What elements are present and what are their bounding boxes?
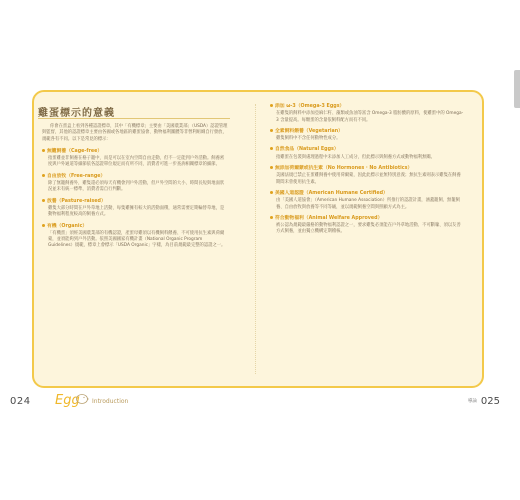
list-item bbox=[270, 191, 464, 211]
bullet-icon bbox=[270, 147, 273, 150]
chick-icon bbox=[75, 392, 89, 404]
entry-body: 雞隻大部分時間在戶外草地上活動，每隻雞擁有較大的活動面積，通常需要定期輪替草地，是動物福利程度較高的飼養方式。 bbox=[48, 205, 225, 218]
list-item bbox=[42, 174, 228, 194]
list-item bbox=[42, 149, 228, 169]
bullet-icon bbox=[42, 224, 45, 227]
entry-heading: 自然食品（Natural Eggs） bbox=[275, 147, 339, 153]
bullet-icon bbox=[270, 104, 273, 107]
page-number-right: 025 bbox=[480, 396, 500, 407]
page-number-right-wrap bbox=[468, 396, 500, 407]
list-item bbox=[270, 216, 464, 236]
entry-heading: 自由放牧（Free-range） bbox=[47, 173, 106, 179]
bullet-icon bbox=[270, 191, 273, 194]
entry-body: 除了無籠飼養外，雞隻還必須每天有機會到戶外活動，但戶外空間的大小、時間長短與地面狀況並未有統一標準，消費者需自行判斷。 bbox=[48, 181, 225, 193]
entry-heading: 無籠飼養（Cage-free） bbox=[47, 148, 103, 154]
left-column bbox=[42, 124, 228, 255]
section-tab bbox=[514, 70, 520, 108]
intro-paragraph: 你會在蛋盒上看到各種認證標章，其中「有機標章」主要由「美國農業部」（USDA）認證管理與監督，其他的認證標章主要由各國或各地區的雞蛋協會、動物福利團體等非營利組織自行發放，規範各有不同。以下是常見的標示： bbox=[42, 124, 228, 142]
entry-body: 「有機蛋」須經美國農業部的有機認證，產蛋母雞須以有機飼料餵養、不可使用抗生素與荷爾蒙，並須能夠到戶外活動。依照美國國家有機計畫（National Organic Program Guidelines）規範，標章上會標示「USDA Organic」字樣，為目前規範最完整的認證之一。 bbox=[48, 230, 226, 249]
section-label: 導論 bbox=[467, 399, 477, 404]
entry-body: 由「美國人道協會」（American Humane Association）所推行的認證計畫，涵蓋籠飼、無籠飼養、自由放牧與放養等不同等級，並以規範飼養空間與照顧方式為主。 bbox=[276, 198, 460, 210]
entry-heading: 放養（Pasture-raised） bbox=[47, 198, 106, 204]
entry-heading: 符合動物福利（Animal Welfare Approved） bbox=[275, 215, 383, 221]
list-item bbox=[270, 129, 464, 143]
entry-heading: 添加 ω-3（Omega-3 Eggs） bbox=[275, 104, 345, 109]
egg-wordmark: Egg bbox=[55, 393, 80, 408]
entry-body: 指雞蛋在包裝與處理過程中未添加人工成分，但此標示與飼養方式或動物福利無關。 bbox=[276, 154, 435, 160]
title-underline bbox=[38, 118, 230, 119]
entry-heading: 無添加荷爾蒙或抗生素（No Hormones · No Antibiotics） bbox=[275, 166, 413, 172]
entry-heading: 全素飼料餵養（Vegetarian） bbox=[275, 128, 343, 134]
bullet-icon bbox=[42, 199, 45, 202]
right-column bbox=[270, 104, 464, 241]
entry-heading: 有機（Organic） bbox=[47, 223, 88, 229]
list-item bbox=[42, 224, 228, 250]
entry-heading: 美國人道認證（American Humane Certified） bbox=[275, 190, 388, 196]
list-item bbox=[270, 147, 464, 161]
page-title: 雞蛋標示的意義 bbox=[38, 108, 115, 119]
bullet-icon bbox=[270, 129, 273, 132]
entry-body: 雞隻飼料中不含任何動物性成分。 bbox=[276, 136, 341, 142]
column-divider bbox=[255, 104, 256, 374]
list-item bbox=[270, 104, 464, 124]
entry-body: 指蛋雞並非飼養在格子籠中，而是可以在室內空間自由走動，但不一定能到戶外活動。飼養密度與戶外通道等細節依各認證單位規定而有所不同，消費者可進一步查詢相關標章的細節。 bbox=[48, 156, 225, 168]
bullet-icon bbox=[42, 149, 45, 152]
list-item bbox=[270, 166, 464, 186]
section-subtitle: Introduction bbox=[92, 398, 129, 405]
card-title-wrap bbox=[38, 104, 228, 119]
bullet-icon bbox=[42, 174, 45, 177]
list-item bbox=[42, 199, 228, 219]
page-number-left: 024 bbox=[10, 396, 31, 407]
entry-body: 在雞隻的飼料中添加亞麻仁籽、藻類或魚油等富含 Omega-3 脂肪酸的原料，使雞蛋中的 Omega-3 含量提高。每顆蛋的含量依飼料配方而有不同。 bbox=[276, 111, 464, 123]
entry-body: 美國法規已禁止在蛋雞飼養中使用荷爾蒙，因此此標示並無特別意義；無抗生素則表示雞隻在飼養期間未曾使用抗生素。 bbox=[276, 173, 461, 185]
bullet-icon bbox=[270, 166, 273, 169]
entry-body: 被公認為規範最嚴格的動物福利認證之一，要求雞隻必須能在戶外草地活動、不可斷喙、須以友善方式飼養，並由獨立機構定期稽核。 bbox=[276, 223, 461, 235]
bullet-icon bbox=[270, 216, 273, 219]
